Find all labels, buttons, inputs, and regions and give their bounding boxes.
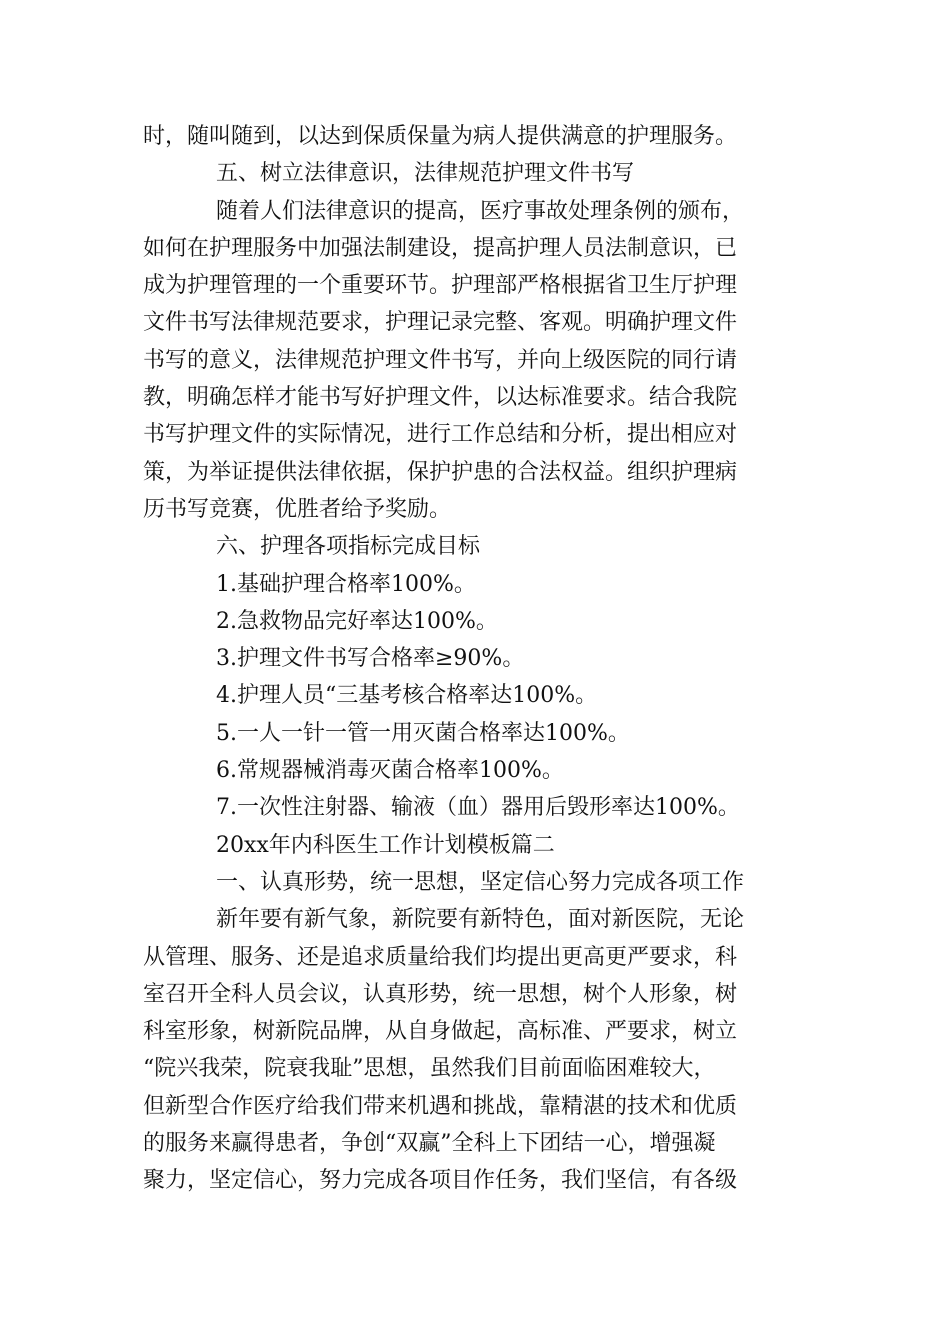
text-line: 教，明确怎样才能书写好护理文件，以达标准要求。结合我院 bbox=[143, 385, 738, 411]
text-line: 6.常规器械消毒灭菌合格率100%。 bbox=[216, 758, 564, 784]
text-line: 1.基础护理合格率100%。 bbox=[216, 571, 476, 597]
text-line: 策，为举证提供法律依据，保护护患的合法权益。组织护理病 bbox=[143, 459, 738, 485]
text-line: 4.护理人员“三基考核合格率达100%。 bbox=[216, 683, 598, 709]
text-line: 新年要有新气象，新院要有新特色，面对新医院，无论 bbox=[216, 907, 745, 933]
text-line: 六、护理各项指标完成目标 bbox=[216, 534, 481, 560]
text-line: 时，随叫随到，以达到保质保量为病人提供满意的护理服务。 bbox=[143, 124, 738, 149]
text-line: 书写护理文件的实际情况，进行工作总结和分析，提出相应对 bbox=[143, 422, 738, 448]
text-line: 五、树立法律意识，法律规范护理文件书写 bbox=[216, 161, 635, 187]
text-line: 7.一次性注射器、输液（血）器用后毁形率达100%。 bbox=[216, 795, 740, 821]
text-line: 从管理、服务、还是追求质量给我们均提出更高更严要求，科 bbox=[143, 944, 738, 970]
text-line: 5.一人一针一管一用灭菌合格率达100%。 bbox=[216, 720, 630, 746]
text-line: 2.急救物品完好率达100%。 bbox=[216, 608, 498, 634]
text-line: 一、认真形势，统一思想，坚定信心努力完成各项工作 bbox=[216, 869, 745, 895]
text-line: 历书写竞赛，优胜者给予奖励。 bbox=[143, 496, 452, 522]
text-line: “院兴我荣，院衰我耻”思想，虽然我们目前面临困难较大， bbox=[143, 1056, 716, 1082]
text-line: 的服务来赢得患者，争创“双赢”全科上下团结一心，增强凝 bbox=[143, 1131, 716, 1157]
document-body bbox=[143, 118, 803, 1200]
text-line: 但新型合作医疗给我们带来机遇和挑战，靠精湛的技术和优质 bbox=[143, 1093, 738, 1119]
text-line: 室召开全科人员会议，认真形势，统一思想，树个人形象，树 bbox=[143, 981, 738, 1007]
text-line: 如何在护理服务中加强法制建设，提高护理人员法制意识，已 bbox=[143, 235, 738, 261]
text-line: 随着人们法律意识的提高，医疗事故处理条例的颁布， bbox=[216, 198, 745, 224]
text-line: 3.护理文件书写合格率≥90%。 bbox=[216, 646, 525, 672]
text-line: 文件书写法律规范要求，护理记录完整、客观。明确护理文件 bbox=[143, 310, 738, 336]
text-line: 20xx年内科医生工作计划模板篇二 bbox=[216, 832, 555, 858]
text-line: 科室形象，树新院品牌，从自身做起，高标准、严要求，树立 bbox=[143, 1019, 738, 1045]
text-line: 成为护理管理的一个重要环节。护理部严格根据省卫生厅护理 bbox=[143, 273, 738, 299]
text-line: 聚力，坚定信心，努力完成各项目作任务，我们坚信，有各级 bbox=[143, 1168, 738, 1194]
text-line: 书写的意义，法律规范护理文件书写，并向上级医院的同行请 bbox=[143, 347, 738, 373]
